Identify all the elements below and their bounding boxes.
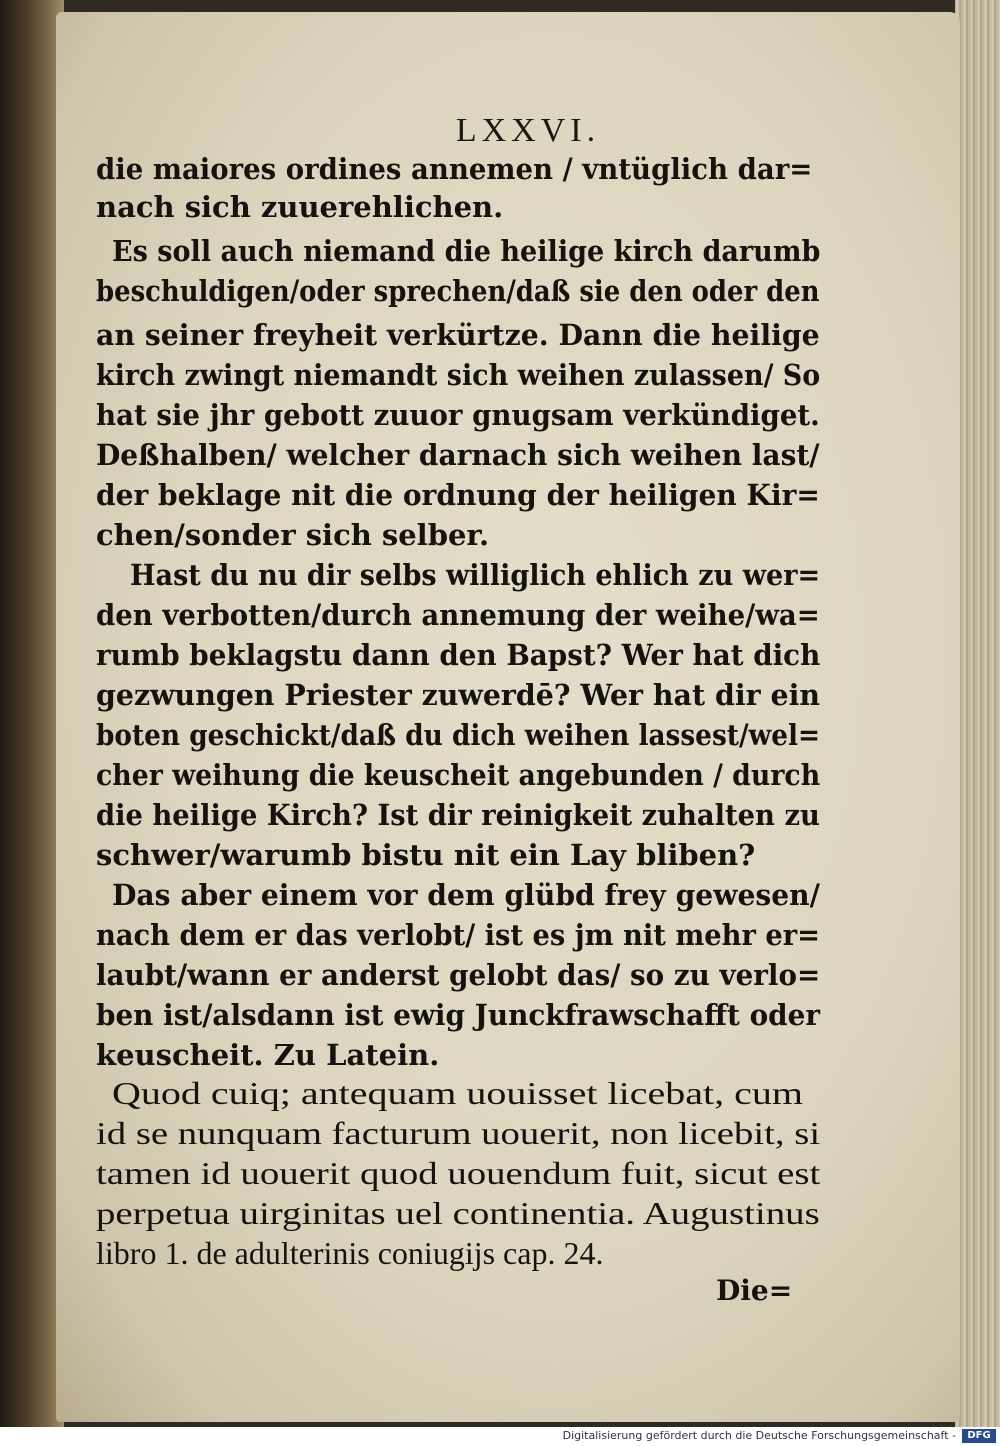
text-line: den verbotten/durch annemung der weihe/wa=	[96, 598, 820, 632]
text-line: laubt/wann er anderst gelobt das/ so zu verlo=	[96, 958, 821, 992]
text-line: Es soll auch niemand die heilige kirch darumb	[112, 234, 821, 268]
text-line: die maiores ordines annemen / vntüglich dar=	[96, 152, 813, 186]
text-line: schwer/warumb bistu nit ein Lay bliben?	[96, 838, 756, 872]
text-line: nach dem er das verlobt/ ist es jm nit mehr er=	[96, 918, 821, 952]
text-line: Deßhalben/ welcher darnach sich weihen last/	[96, 438, 820, 472]
text-line: cher weihung die keuscheit angebunden / durch	[96, 758, 821, 792]
text-line: nach sich zuuerehlichen.	[96, 190, 504, 224]
funding-notice: Digitalisierung gefördert durch die Deutsche Forschungsgemeinschaft -	[562, 1429, 956, 1442]
catchword: Die=	[716, 1274, 793, 1307]
paper-page	[56, 12, 960, 1422]
text-line: libro 1. de adulterinis coniugijs cap. 24.	[96, 1235, 604, 1271]
text-line: ben ist/alsdann ist ewig Junckfrawschafft oder	[96, 998, 820, 1032]
text-line: die heilige Kirch? Ist dir reinigkeit zuhalten zu	[96, 798, 820, 832]
folio-number: LXXVI.	[455, 112, 601, 149]
text-line: rumb beklagstu dann den Bapst? Wer hat dich	[96, 638, 821, 672]
text-line: beschuldigen/oder sprechen/daß sie den oder den	[96, 274, 820, 308]
text-line: Das aber einem vor dem glübd frey gewesen/	[112, 878, 820, 912]
text-line: an seiner freyheit verkürtze. Dann die heilige	[96, 318, 820, 352]
text-line: kirch zwingt niemandt sich weihen zulassen/ So	[96, 358, 821, 392]
binding-shadow	[0, 0, 64, 1427]
text-line: tamen id uouerit quod uouendum fuit, sicut est	[96, 1155, 821, 1191]
text-line: chen/sonder sich selber.	[96, 518, 490, 552]
text-line: keuscheit. Zu Latein.	[96, 1038, 440, 1072]
page-stack-edge	[955, 0, 1000, 1427]
text-line: der beklage nit die ordnung der heiligen Kir=	[96, 478, 820, 512]
text-line: gezwungen Priester zuwerdē? Wer hat dir ein	[96, 678, 821, 712]
text-line: Quod cuiq; antequam uouisset licebat, cum	[112, 1075, 803, 1111]
text-line: id se nunquam facturum uouerit, non licebit, si	[96, 1115, 821, 1151]
footer-bar	[0, 1427, 1000, 1446]
text-line: Hast du nu dir selbs williglich ehlich zu wer=	[130, 558, 821, 592]
text-line: hat sie jhr gebott zuuor gnugsam verkündiget.	[96, 398, 820, 432]
text-line: perpetua uirginitas uel continentia. Augustinus	[96, 1195, 820, 1231]
dfg-logo: DFG	[962, 1429, 996, 1443]
text-line: boten geschickt/daß du dich weihen lassest/wel=	[96, 718, 821, 752]
